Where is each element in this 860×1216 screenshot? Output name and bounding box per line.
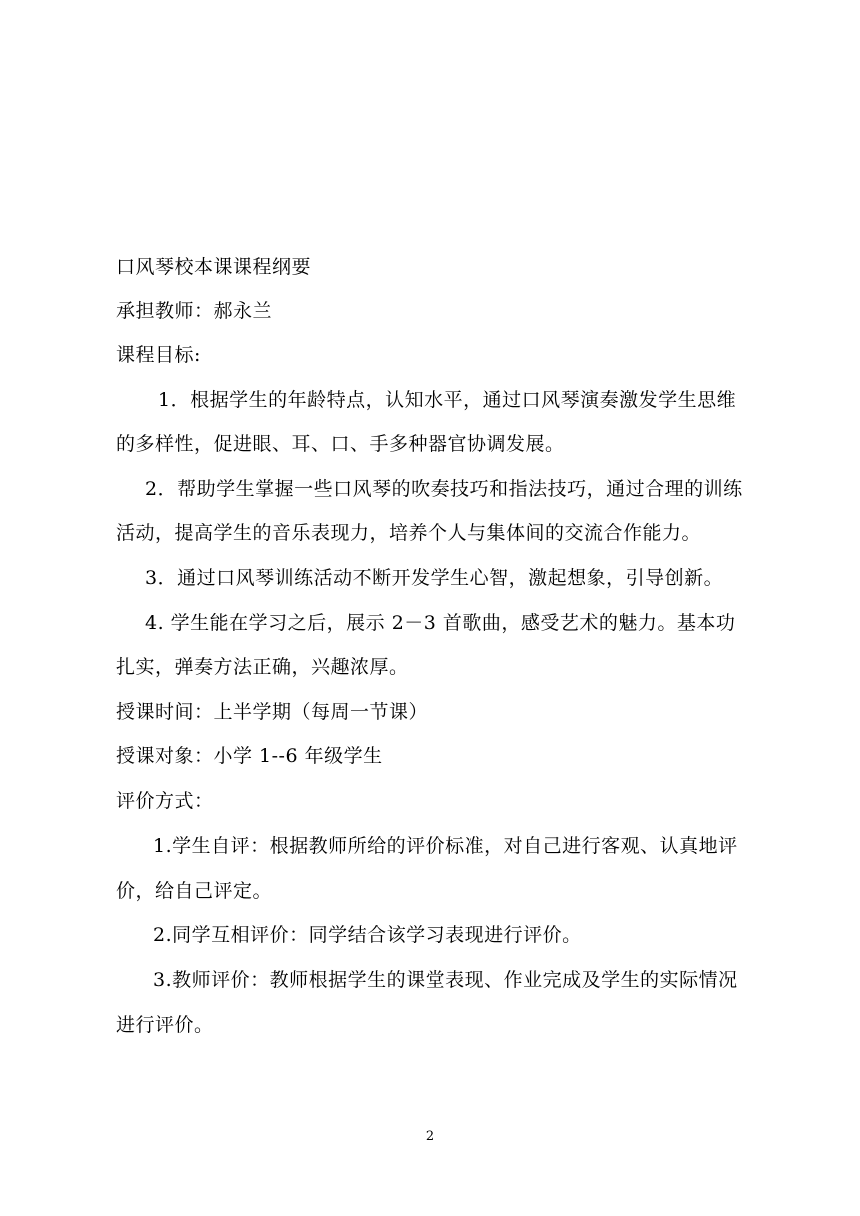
time-line: 授课时间：上半学期（每周一节课） (116, 701, 429, 723)
evaluation-heading: 评价方式： (116, 790, 214, 812)
goal-3-line-1: 3．通过口风琴训练活动不断开发学生心智，激起想象，引导创新。 (145, 567, 724, 589)
goal-1-line-2: 的多样性，促进眼、耳、口、手多种器官协调发展。 (116, 433, 565, 455)
evaluation-1-line-1: 1.学生自评：根据教师所给的评价标准，对自己进行客观、认真地评 (153, 835, 738, 857)
evaluation-2-line-1: 2.同学互相评价：同学结合该学习表现进行评价。 (153, 924, 582, 946)
goal-4-line-2: 扎实，弹奏方法正确，兴趣浓厚。 (116, 656, 409, 678)
evaluation-1-line-2: 价，给自己评定。 (116, 880, 273, 902)
goal-2-line-1: 2．帮助学生掌握一些口风琴的吹奏技巧和指法技巧，通过合理的训练 (145, 478, 743, 500)
goals-heading: 课程目标: (116, 344, 201, 366)
page-number: 2 (425, 1129, 435, 1144)
evaluation-3-line-1: 3.教师评价：教师根据学生的课堂表现、作业完成及学生的实际情况 (153, 969, 738, 991)
goal-1-line-1: 1．根据学生的年龄特点，认知水平，通过口风琴演奏激发学生思维 (158, 389, 737, 411)
audience-line: 授课对象：小学 1--6 年级学生 (116, 745, 383, 767)
goal-4-line-1: 4. 学生能在学习之后，展示 2－3 首歌曲，感受艺术的魅力。基本功 (145, 612, 736, 634)
document-title: 口风琴校本课课程纲要 (116, 256, 312, 278)
evaluation-3-line-2: 进行评价。 (116, 1014, 214, 1036)
teacher-line: 承担教师：郝永兰 (116, 300, 273, 322)
goal-2-line-2: 活动，提高学生的音乐表现力，培养个人与集体间的交流合作能力。 (116, 522, 702, 544)
